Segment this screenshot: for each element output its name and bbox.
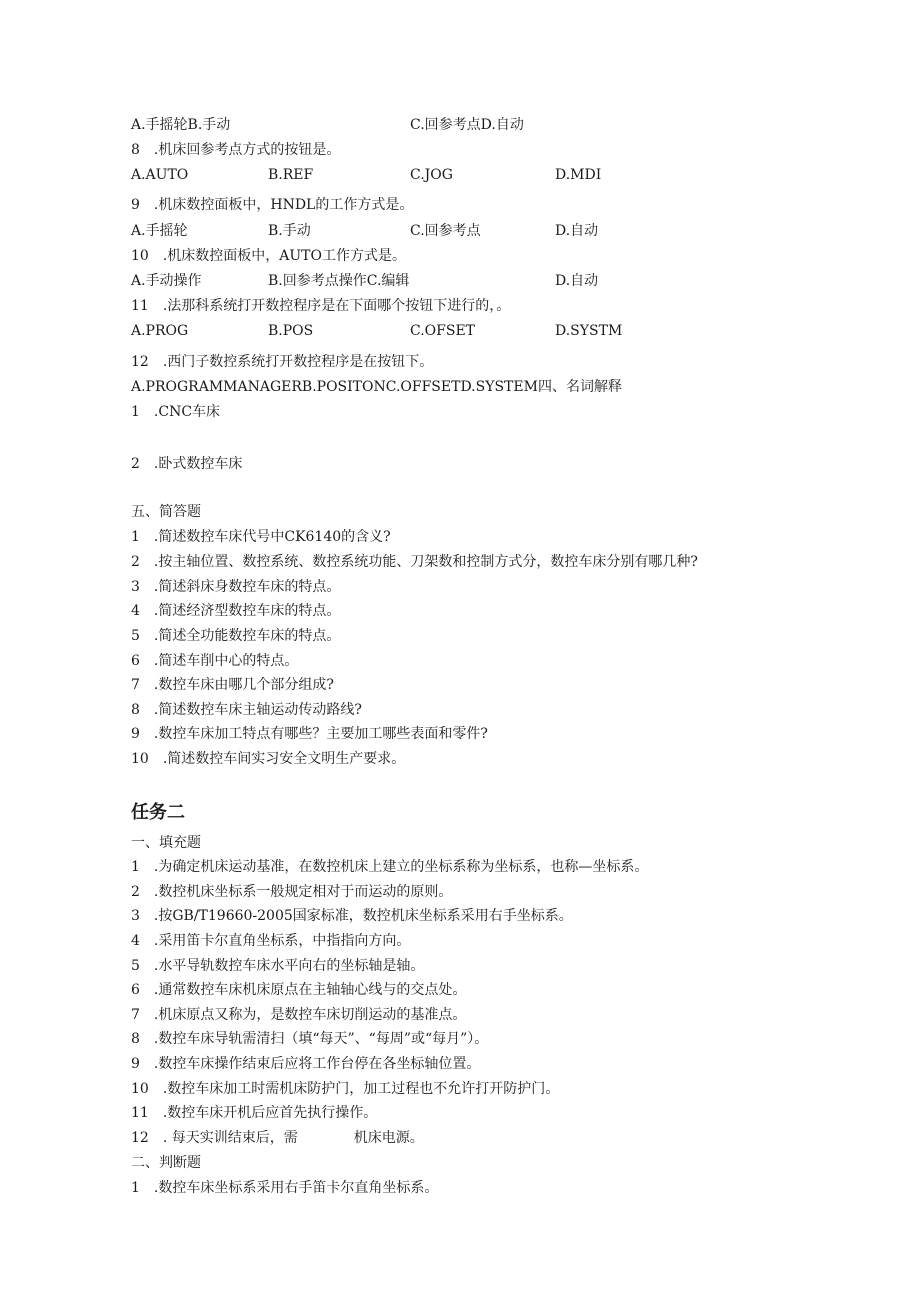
q9-stem: 9 .机床数控面板中，HNDL的工作方式是。 xyxy=(131,197,414,213)
fill-item: 3 .按GB/T19660-2005国家标准，数控机床坐标系采用右手坐标系。 xyxy=(131,908,573,924)
q9-option-a: A.手摇轮 xyxy=(131,223,188,239)
term-2: 2 .卧式数控车床 xyxy=(131,456,243,472)
fill-item: 10 .数控车床加工时需机床防护门，加工过程也不允许打开防护门。 xyxy=(131,1081,560,1097)
task2-heading: 任务二 xyxy=(131,802,185,823)
q11-stem: 11 .法那科系统打开数控程序是在下面哪个按钮下进行的，。 xyxy=(131,298,511,314)
q9-option-c: C.回参考点 xyxy=(410,223,481,239)
section5-title: 五、简答题 xyxy=(131,504,201,520)
q11-option-a: A.PROG xyxy=(131,323,189,339)
section5-item: 10 .简述数控车间实习安全文明生产要求。 xyxy=(131,751,406,767)
section5-item: 8 .简述数控车床主轴运动传动路线? xyxy=(131,702,362,718)
fill-item: 2 .数控机床坐标系一般规定相对于而运动的原则。 xyxy=(131,884,453,900)
q9-option-b: B.手动 xyxy=(268,223,311,239)
q8-option-a: A.AUTO xyxy=(131,167,189,183)
q10-stem: 10 .机床数控面板中，AUTO工作方式是。 xyxy=(131,248,406,264)
fill-item: 7 .机床原点又称为，是数控车床切削运动的基准点。 xyxy=(131,1007,467,1023)
q11-option-c: C.OFSET xyxy=(410,323,476,339)
section5-item: 1 .简述数控车床代号中CK6140的含义? xyxy=(131,529,391,545)
fill-item: 11 .数控车床开机后应首先执行操作。 xyxy=(131,1105,378,1121)
fill-item: 6 .通常数控车床机床原点在主轴轴心线与的交点处。 xyxy=(131,982,467,998)
q7-option-cd: C.回参考点D.自动 xyxy=(410,117,524,133)
q8-option-b: B.REF xyxy=(268,167,314,183)
q9-option-d: D.自动 xyxy=(555,223,599,239)
fill-item: 8 .数控车床导轨需清扫（填“每天”、“每周”或“每月”）。 xyxy=(131,1031,489,1047)
judge-item: 1 .数控车床坐标系采用右手笛卡尔直角坐标系。 xyxy=(131,1180,439,1196)
q11-option-b: B.POS xyxy=(268,323,314,339)
term-1: 1 .CNC车床 xyxy=(131,404,221,420)
section5-item: 7 .数控车床由哪几个部分组成? xyxy=(131,677,334,693)
q11-option-d: D.SYSTM xyxy=(555,323,623,339)
fill-item: 9 .数控车床操作结束后应将工作台停在各坐标轴位置。 xyxy=(131,1056,481,1072)
section5-item: 3 .简述斜床身数控车床的特点。 xyxy=(131,579,341,595)
q8-option-d: D.MDI xyxy=(555,167,602,183)
fill-item: 4 .采用笛卡尔直角坐标系，中指指向方向。 xyxy=(131,933,411,949)
q8-stem: 8 .机床回参考点方式的按钮是。 xyxy=(131,142,341,158)
q8-option-c: C.JOG xyxy=(410,167,453,183)
section5-item: 5 .简述全功能数控车床的特点。 xyxy=(131,628,341,644)
fill-section-title: 一、填充题 xyxy=(131,835,201,851)
section5-item: 9 .数控车床加工特点有哪些？主要加工哪些表面和零件? xyxy=(131,726,488,742)
q10-option-bc: B.回参考点操作C.编辑 xyxy=(268,273,410,289)
q7-option-ab: A.手摇轮B.手动 xyxy=(131,117,231,133)
judge-section-title: 二、判断题 xyxy=(131,1155,201,1171)
section5-item: 2 .按主轴位置、数控系统、数控系统功能、刀架数和控制方式分，数控车床分别有哪几种? xyxy=(131,554,698,570)
section5-item: 6 .简述车削中心的特点。 xyxy=(131,653,299,669)
fill-item: 1 .为确定机床运动基准，在数控机床上建立的坐标系称为坐标系，也称—坐标系。 xyxy=(131,859,649,875)
fill-item: 12 . 每天实训结束后，需 机床电源。 xyxy=(131,1130,424,1146)
q10-option-d: D.自动 xyxy=(555,273,599,289)
q12-stem: 12 .西门子数控系统打开数控程序是在按钮下。 xyxy=(131,354,434,370)
q10-option-a: A.手动操作 xyxy=(131,273,202,289)
section5-item: 4 .简述经济型数控车床的特点。 xyxy=(131,603,341,619)
q12-options: A.PROGRAMMANAGERB.POSITONC.OFFSETD.SYSTEM四、名词解释 xyxy=(131,379,622,395)
fill-item: 5 .水平导轨数控车床水平向右的坐标轴是轴。 xyxy=(131,958,425,974)
